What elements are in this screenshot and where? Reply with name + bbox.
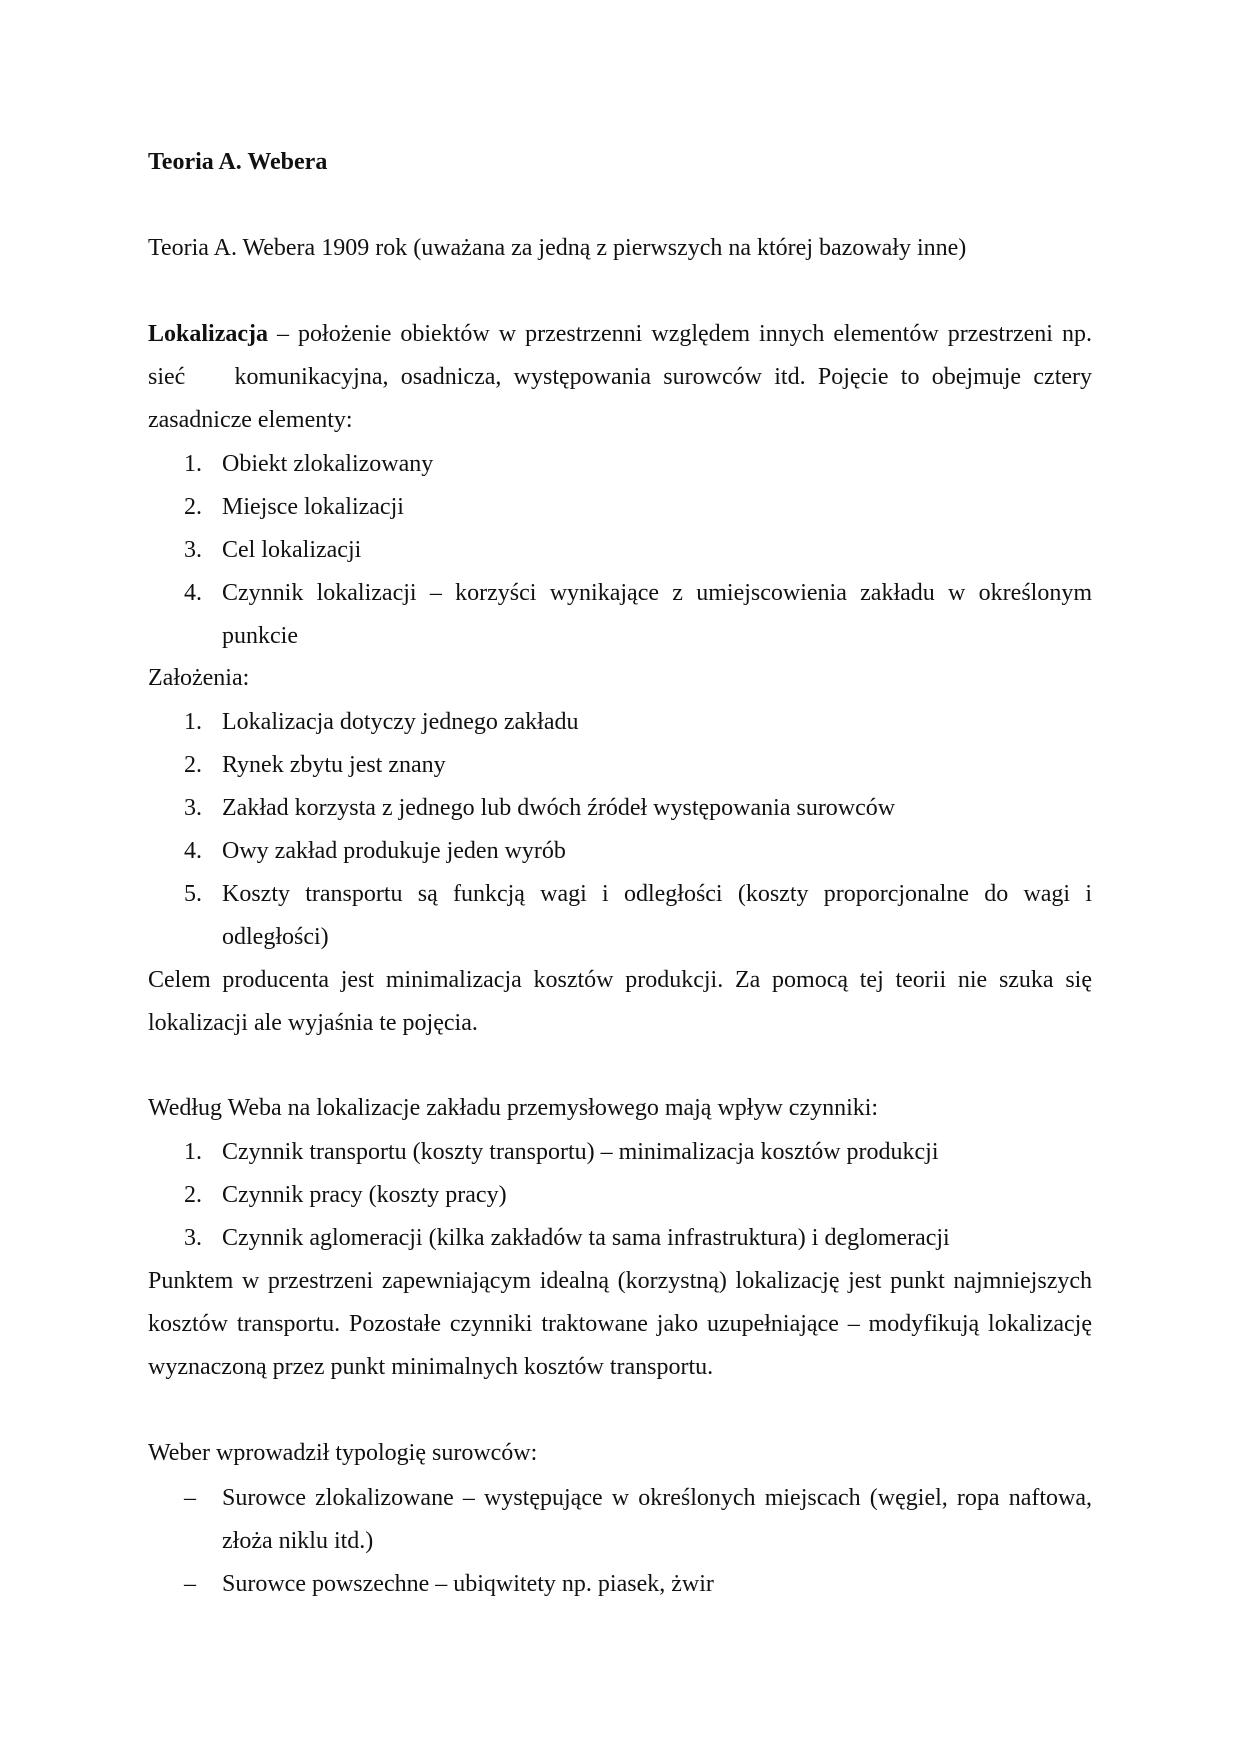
list-number: 1. (184, 1139, 202, 1165)
typology-intro: Weber wprowadził typologię surowców: (148, 1440, 538, 1466)
point-paragraph: Punktem w przestrzeni zapewniającym idealną (korzystną) lokalizację jest punkt najmniejszych kosztów transportu. Pozostałe czynniki traktowane jako uzupełniające – modyfikują lokalizację wyznaczoną przez punkt minimalnych kosztów transportu. (148, 1268, 1092, 1380)
list-number: 2. (184, 494, 202, 520)
list-number: 2. (184, 1182, 202, 1208)
list-number: 1. (184, 451, 202, 477)
list-text: Cel lokalizacji (222, 537, 362, 563)
list-text: Rynek zbytu jest znany (222, 752, 446, 778)
elements-list (148, 443, 1092, 658)
dash-bullet: – (184, 1485, 196, 1511)
page-title: Teoria A. Webera (148, 149, 328, 175)
list-text: Surowce powszechne – ubiqwitety np. piasek, żwir (222, 1571, 714, 1597)
definition-text: – położenie obiektów w przestrzenni względem innych elementów przestrzeni np. sieć komunikacyjna, osadnicza, występowania surowców itd. Pojęcie to obejmuje cztery zasadnicze elementy: (148, 321, 1098, 433)
list-item (148, 701, 1092, 744)
list-number: 5. (184, 881, 202, 907)
list-item (148, 787, 1092, 830)
list-item (148, 1563, 1092, 1606)
list-item (148, 830, 1092, 873)
list-text: Lokalizacja dotyczy jednego zakładu (222, 709, 579, 735)
list-text: Czynnik transportu (koszty transportu) – minimalizacja kosztów produkcji (222, 1139, 939, 1165)
list-text: Surowce zlokalizowane – występujące w określonych miejscach (węgiel, ropa naftowa, złoża niklu itd.) (222, 1485, 1092, 1554)
typology-list (148, 1477, 1092, 1606)
list-item (148, 486, 1092, 529)
dash-bullet: – (184, 1571, 196, 1597)
list-item (148, 1174, 1092, 1217)
list-text: Koszty transportu są funkcją wagi i odległości (koszty proporcjonalne do wagi i odległości) (222, 881, 1092, 950)
definition-paragraph (148, 313, 1098, 442)
list-number: 2. (184, 752, 202, 778)
factors-intro: Według Weba na lokalizacje zakładu przemysłowego mają wpływ czynniki: (148, 1095, 879, 1121)
list-item (148, 572, 1092, 658)
list-text: Zakład korzysta z jednego lub dwóch źródeł występowania surowców (222, 795, 896, 821)
list-item (148, 1131, 1092, 1174)
list-number: 3. (184, 537, 202, 563)
list-text: Czynnik pracy (koszty pracy) (222, 1182, 507, 1208)
list-item (148, 1477, 1092, 1563)
list-text: Czynnik lokalizacji – korzyści wynikające z umiejscowienia zakładu w określonym punkcie (222, 580, 1092, 649)
definition-term: Lokalizacja (148, 321, 268, 347)
list-number: 4. (184, 838, 202, 864)
list-text: Miejsce lokalizacji (222, 494, 404, 520)
goal-paragraph: Celem producenta jest minimalizacja kosztów produkcji. Za pomocą tej teorii nie szuka się lokalizacji ale wyjaśnia te pojęcia. (148, 967, 1092, 1036)
list-item (148, 443, 1092, 486)
list-item (148, 529, 1092, 572)
assumptions-list (148, 701, 1092, 959)
list-number: 4. (184, 580, 202, 606)
factors-list (148, 1131, 1092, 1260)
list-number: 1. (184, 709, 202, 735)
list-item (148, 1217, 1092, 1260)
list-number: 3. (184, 795, 202, 821)
list-text: Owy zakład produkuje jeden wyrób (222, 838, 566, 864)
list-item (148, 873, 1092, 959)
list-text: Obiekt zlokalizowany (222, 451, 434, 477)
list-item (148, 744, 1092, 787)
intro-paragraph: Teoria A. Webera 1909 rok (uważana za jedną z pierwszych na której bazowały inne) (148, 235, 967, 261)
list-text: Czynnik aglomeracji (kilka zakładów ta sama infrastruktura) i deglomeracji (222, 1225, 950, 1251)
assumptions-label: Założenia: (148, 665, 250, 691)
list-number: 3. (184, 1225, 202, 1251)
